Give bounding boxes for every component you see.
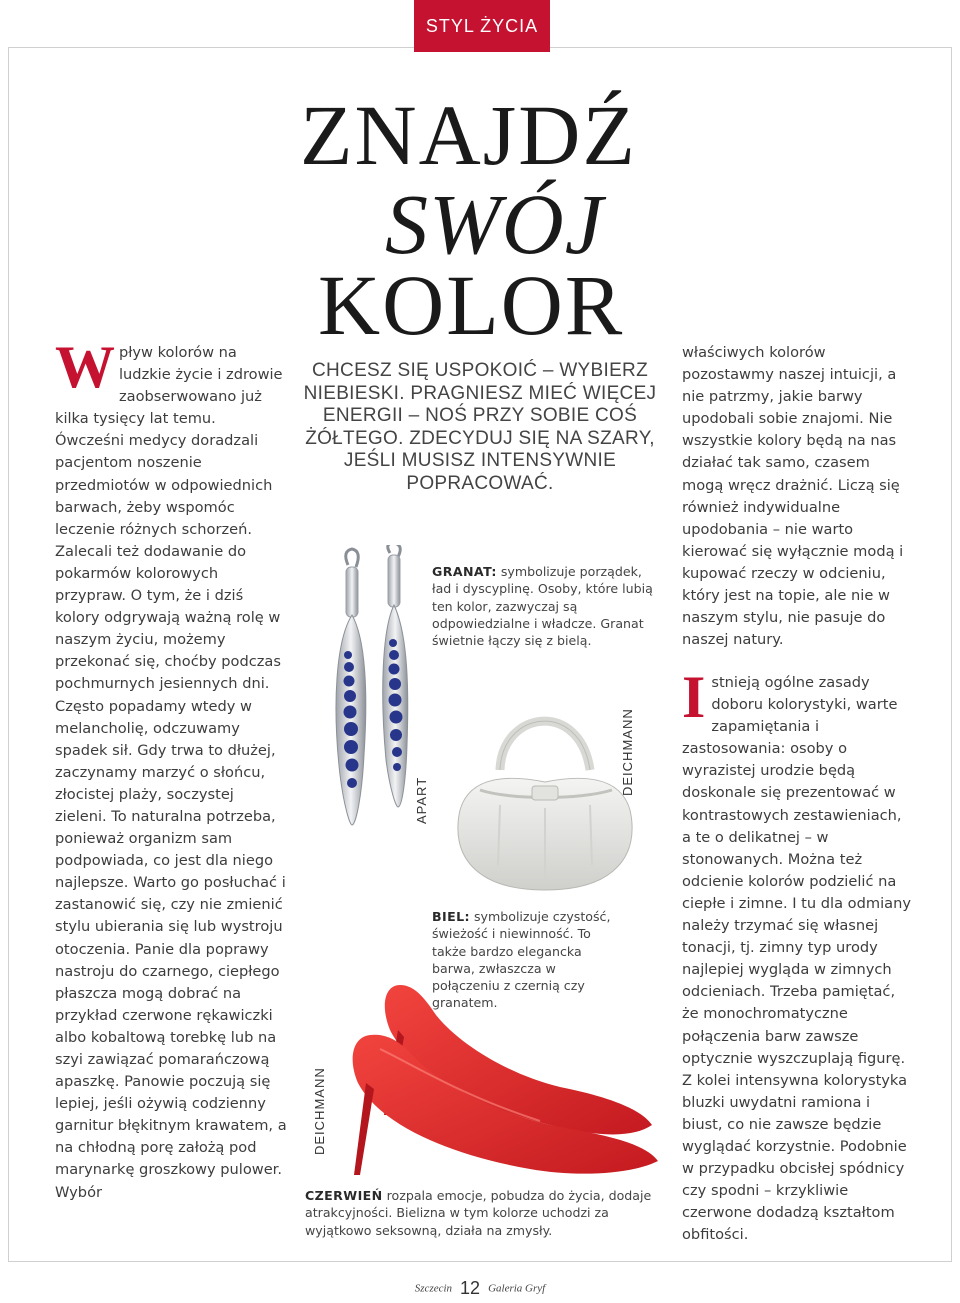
section-label: STYL ŻYCIA [425, 15, 539, 36]
dropcap-i: I [682, 664, 706, 730]
footer [380, 1278, 580, 1299]
column-1-text: pływ kolorów na ludzkie życie i zdrowie zaobserwowano już kilka tysięcy lat temu. Ówcześni medycy doradzali pacjentom noszenie przedmiotów w odpowiednich barwach, żeby wspomóc leczenie różnych schorzeń. Zalecali też dodawanie do pokarmów kolorowych przypraw. O tym, że i dziś kolory odgrywają ważną rolę w naszym życiu, możemy przekonać się, choćby podczas pochmurnych jesiennych dni. Często popadamy wtedy w melancholię, odczuwamy spadek sił. Gdy trwa to dłużej, zaczynamy marzyć o słońcu, złocistej plaży, soczystej zieleni. To naturalna potrzeba, ponieważ organizm sam podpowiada, co jest dla niego najlepsze. Warto go posłuchać i zastanowić się, czy nie zmienić stylu ubierania się lub wystroju otoczenia. Panie dla poprawy nastroju do czarnego, ciepłego płaszcza mogą dobrać na przykład czerwone rękawiczki albo kobaltową torebkę lub na szyi zawiązać pomarańczową apaszkę. Panowie poczują się lepiej, jeśli ożywią codzienny garnitur błękitnym krawatem, a na chłodną porę założą pod marynarkę groszkowy pulower. Wybór [55, 344, 287, 1201]
credit-deichmann-bag: DEICHMANN [620, 708, 635, 796]
column-3-top [682, 342, 912, 651]
frame-top-right [550, 47, 952, 48]
caption-granat-label: GRANAT: [432, 564, 497, 579]
caption-granat [432, 563, 657, 649]
column-3-bottom [682, 664, 912, 1246]
caption-czerwien-text: rozpala emocje, pobudza do życia, dodaje atrakcyjności. Bielizna w tym kolorze uchodzi za wyjątkowo seksowną, działa na zmysły. [305, 1188, 652, 1238]
title-line-1: ZNAJDŹ [300, 87, 637, 183]
caption-biel-label: BIEL: [432, 909, 470, 924]
footer-mall: Galeria Gryf [488, 1282, 546, 1295]
footer-city: Szczecin [414, 1282, 453, 1295]
caption-granat-text: symbolizuje porządek, ład i dyscyplinę. Osoby, które lubią ten kolor, zazwyczaj są odpowiedzialne i władcze. Granat świetnie łączy się z bielą. [432, 564, 653, 649]
title-line-2: SWÓJ [385, 176, 604, 272]
column-3-text-2: stnieją ogólne zasady doboru kolorystyki, warte zapamiętania i zastosowania: osoby o wyrazistej urodzie będą doskonale się prezentować w kontrastowych zestawieniach, a te o delikatnej – w stonowanych. Można też odcienie kolorów podzielić na ciepłe i zimne. I tu dla odmiany należy trzymać się własnej tonacji, tj. zimny typ urody najlepiej wygląda w zimnych odcieniach. Trzeba pamiętać, że monochromatyczne połączenia barw zawsze optycznie wyszczuplają figurę. Z kolei intensywna kolorystyka bluzki uwydatni ramiona i biust, co nie zawsze będzie wyglądać korzystnie. Podobnie w przypadku obcisłej spódnicy czy spodni – krzykliwie czerwone dodadzą kształtom obfitości. [682, 674, 911, 1244]
title-line-3: KOLOR [318, 257, 625, 353]
caption-czerwien-label: CZERWIEŃ [305, 1188, 383, 1203]
frame-top-left [8, 47, 414, 48]
handbag-image [440, 690, 650, 900]
column-1 [55, 334, 287, 1204]
lead-text: CHCESZ SIĘ USPOKOIĆ – WYBIERZ NIEBIESKI. PRAGNIESZ MIEĆ WIĘCEJ ENERGII – NOŚ PRZY SOBIE COŚ ŻÓŁTEGO. ZDECYDUJ SIĘ NA SZARY, JEŚLI MUSISZ INTENSYWNIE POPRACOWAĆ. [303, 360, 657, 494]
dropcap-w: W [55, 334, 115, 400]
section-tab [414, 0, 550, 52]
credit-deichmann-shoes: DEICHMANN [312, 1067, 327, 1155]
credit-apart: APART [414, 776, 429, 824]
caption-czerwien [305, 1187, 660, 1239]
page-number: 12 [460, 1278, 481, 1298]
earrings-image [318, 545, 418, 865]
column-3-text: właściwych kolorów pozostawmy naszej intuicji, a nie patrzmy, jakie barwy upodobali sobie znajomi. Nie wszystkie kolory będą na nas działać tak samo, czasem mogą wręcz drażnić. Liczą się również indywidualne upodobania – nie warto kierować się wyłącznie modą i kupować rzeczy w odcieniu, który jest na topie, ale nie w naszym stylu, nie pasuje do naszej natury. [682, 344, 904, 649]
caption-biel-text: symbolizuje czystość, świeżość i niewinność. To także bardzo elegancka barwa, zwłaszcza w połączeniu z czernią czy granatem. [432, 909, 611, 1011]
caption-biel [432, 908, 627, 1012]
